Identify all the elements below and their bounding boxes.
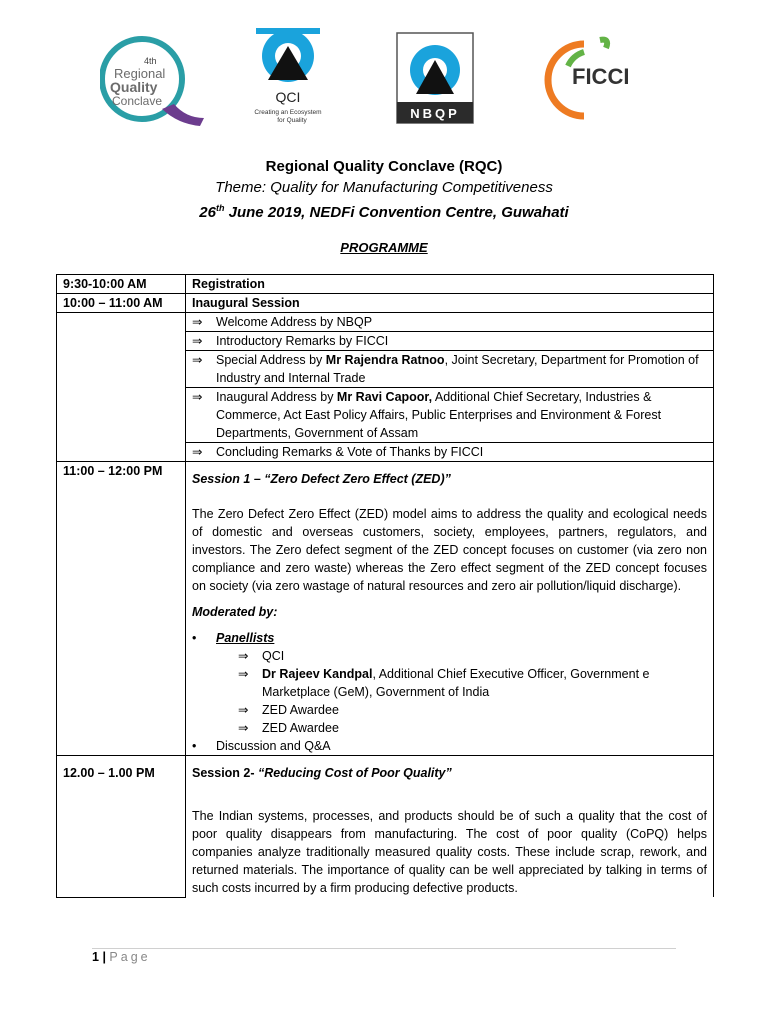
inaug-post: Additional Chief Secretary, Industries & Commerce, Act East Policy Affairs, Public Enterprises and Environment & Forest Departments, Government of Assam [216,390,662,440]
table-row-inaugural [57,294,714,313]
inaug-pre: Inaugural Address by [216,390,337,404]
document-date-venue [0,198,768,223]
document-theme: Theme: Quality for Manufacturing Competitiveness [215,179,553,196]
bullet-icon: • [192,631,197,645]
rqc-logo-top: 4th [144,56,157,66]
arrow-icon: ⇒ [238,703,249,717]
session2-description: The Indian systems, processes, and products should be of such a quality that the cost of poor quality disappears from manufacturing. The cost of poor quality (CoPQ) helps companies analyze traditionally measured quality costs. These include scrap, rework, and returned materials. The importance of quality can be well appreciated by talking in terms of such costs incurred by a firm producing defective products. [192,809,707,895]
agenda-item [186,313,714,332]
page-footer [92,950,151,964]
logo-strip [0,28,768,128]
date-day: 26 [199,204,216,221]
page-label: Page [109,950,151,964]
intro-text: Introductory Remarks by FICCI [216,334,389,348]
date-rest: June 2019, NEDFi Convention Centre, Guwahati [224,204,569,221]
time-cell: 12.00 – 1.00 PM [57,756,186,898]
session1-description: The Zero Defect Zero Effect (ZED) model aims to address the quality and ecological needs of domestic and overseas customers, society, employees, partners, regulators, and investors. The Zero defect segment of the ZED concept focuses on customer (via zero non compliance and zero waste) whereas the Zero effect segment of the ZED concept focuses on society (via zero wastage of natural resources and zero air pollution/liquid discharge). [192,507,707,593]
arrow-icon: ⇒ [192,445,203,459]
page-number: 1 [92,950,99,964]
document-title: Regional Quality Conclave (RQC) [265,158,503,175]
panellist-rest: , Additional Chief Executive Officer, Government e Marketplace (GeM), Government of India [262,667,650,699]
special-pre: Special Address by [216,353,326,367]
session2-prefix: Session 2- [192,766,258,780]
time-cell: 11:00 – 12:00 PM [57,462,186,756]
panellist-text [262,665,707,701]
panellist-item [192,647,707,665]
special-post: , Joint Secretary, Department for Promotion of Industry and Internal Trade [216,353,699,385]
agenda-item [186,388,714,443]
nbqp-logo-name: NBQP [410,106,460,121]
panellist-text: ZED Awardee [262,703,339,717]
page-separator: | [102,950,106,964]
inaug-speaker: Mr Ravi Capoor, [336,390,433,404]
empty-time-cell [57,313,186,462]
arrow-icon: ⇒ [192,353,203,367]
agenda-item [186,332,714,351]
panellist-name: Dr Rajeev Kandpal [262,667,373,681]
panellist-item [192,665,707,701]
concluding-text: Concluding Remarks & Vote of Thanks by FICCI [216,445,484,459]
footer-divider [92,948,676,949]
time-cell: 10:00 – 11:00 AM [57,294,186,313]
panellist-item [192,719,707,737]
qci-logo-name: QCI [275,89,301,105]
qci-logo-tagline2: for Quality [277,117,307,124]
rqc-logo-line1: Regional [114,66,166,81]
registration-label: Registration [186,275,714,294]
rqc-logo-line2: Quality [110,79,158,95]
panellists-bullet [192,629,707,647]
panellist-text: ZED Awardee [262,721,339,735]
rqc-logo [100,34,210,130]
qci-logo-tagline1: Creating an Ecosystem [254,109,322,116]
programme-label: PROGRAMME [340,240,428,255]
special-text [216,351,707,387]
table-row-welcome [57,313,714,332]
arrow-icon: ⇒ [192,334,203,348]
bullet-icon: • [192,739,197,753]
arrow-icon: ⇒ [238,721,249,735]
time-cell: 9:30-10:00 AM [57,275,186,294]
agenda-item [186,351,714,388]
discussion-text: Discussion and Q&A [216,739,331,753]
discussion-bullet [192,737,707,755]
session2-title [192,756,707,782]
ficci-logo-name: FICCI [572,64,630,89]
date-suffix: th [215,203,225,213]
programme-table [56,274,714,898]
session2-name: “Reducing Cost of Poor Quality” [258,766,452,780]
qci-logo [252,28,324,128]
table-row-session2 [57,756,714,898]
inaugural-label: Inaugural Session [186,294,714,313]
rqc-logo-line3: Conclave [112,94,163,108]
welcome-text: Welcome Address by NBQP [216,315,373,329]
document-heading [0,156,768,223]
arrow-icon: ⇒ [192,390,203,404]
panellist-item [192,701,707,719]
special-speaker: Mr Rajendra Ratnoo [325,353,445,367]
session1-moderated-by: Moderated by: [192,605,278,619]
table-row-session1 [57,462,714,756]
ficci-logo [544,36,644,120]
panellist-text: QCI [262,649,285,663]
arrow-icon: ⇒ [238,649,249,663]
session1-cell [186,462,714,756]
arrow-icon: ⇒ [238,667,249,681]
inaugural-address-text [216,388,707,442]
arrow-icon: ⇒ [192,315,203,329]
session2-cell [186,756,714,898]
session1-title: Session 1 – “Zero Defect Zero Effect (ZED)” [192,472,451,486]
table-row-registration [57,275,714,294]
panellists-label: Panellists [216,631,275,645]
agenda-item [186,443,714,462]
nbqp-logo [396,32,474,124]
